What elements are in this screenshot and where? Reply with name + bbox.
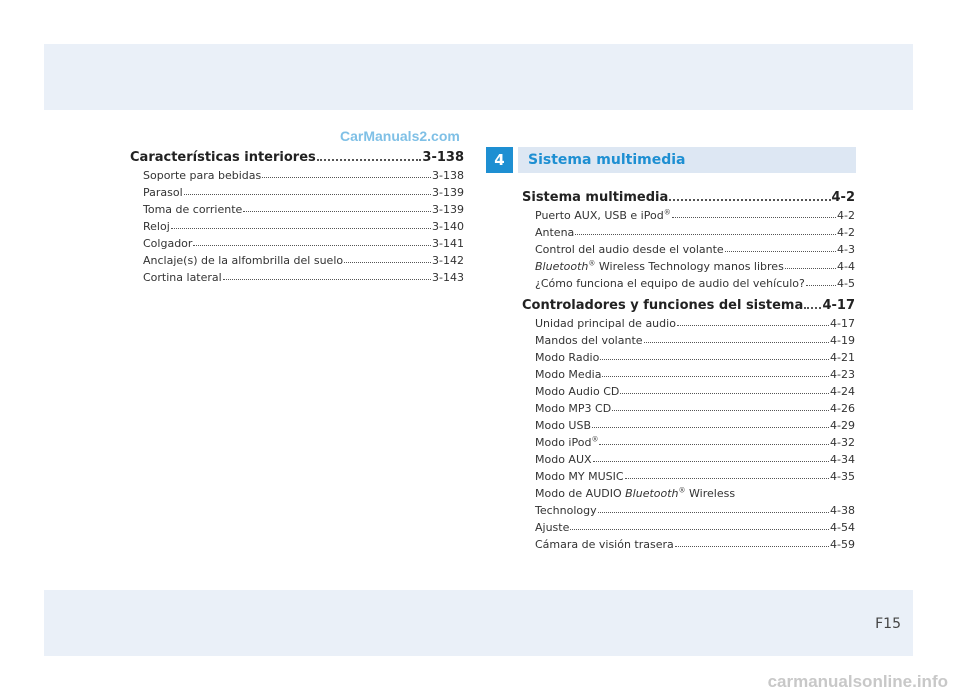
item-page: 4-35 [830, 470, 855, 483]
toc-section-caracteristicas-interiores[interactable] [130, 146, 464, 165]
chapter-number-badge: 4 [486, 147, 513, 173]
dot-leader [344, 262, 431, 263]
item-label: Parasol [143, 186, 183, 199]
dot-leader [672, 217, 836, 218]
item-page: 4-19 [830, 334, 855, 347]
toc-item[interactable] [522, 415, 855, 432]
toc-section-sistema-multimedia[interactable] [522, 186, 855, 205]
dot-leader [644, 342, 829, 343]
dot-leader [592, 427, 829, 428]
dot-leader [612, 410, 829, 411]
dot-leader [677, 325, 829, 326]
toc-item[interactable] [130, 182, 464, 199]
item-label: Mandos del volante [535, 334, 643, 347]
toc-item[interactable] [522, 534, 855, 551]
watermark-logo-bottom: carmanualsonline.info [767, 672, 948, 691]
toc-item[interactable] [130, 216, 464, 233]
dot-leader [243, 211, 431, 212]
toc-item[interactable] [522, 330, 855, 347]
item-label: Toma de corriente [143, 203, 243, 216]
chapter-title-bar [518, 147, 856, 173]
item-page: 3-141 [432, 237, 464, 250]
toc-item[interactable] [130, 165, 464, 182]
dot-leader [625, 478, 829, 479]
toc-item[interactable] [130, 250, 464, 267]
item-page: 4-24 [830, 385, 855, 398]
toc-item[interactable] [522, 381, 855, 398]
chapter-header [486, 147, 856, 173]
dot-leader [223, 279, 431, 280]
item-page: 4-17 [830, 317, 855, 330]
dot-leader [785, 268, 836, 269]
watermark-logo-top: CarManuals2.com [340, 128, 460, 144]
toc-item[interactable] [522, 313, 855, 330]
item-label: Modo MP3 CD [535, 402, 612, 415]
item-page: 4-26 [830, 402, 855, 415]
dot-leader [806, 285, 836, 286]
item-page: 4-3 [837, 243, 855, 256]
toc-section-controladores[interactable] [522, 294, 855, 313]
item-page: 4-34 [830, 453, 855, 466]
chapter-title: Sistema multimedia [528, 152, 686, 168]
dot-leader [598, 512, 829, 513]
dot-leader [184, 194, 431, 195]
toc-item[interactable] [522, 364, 855, 381]
toc-item-audio-bluetooth-line1[interactable] [522, 483, 855, 500]
toc-item[interactable] [130, 233, 464, 250]
item-label: Modo MY MUSIC [535, 470, 624, 483]
header-band [44, 44, 913, 110]
item-page: 4-2 [837, 226, 855, 239]
item-page: 4-32 [830, 436, 855, 449]
toc-item[interactable] [522, 256, 855, 273]
item-page: 4-38 [830, 504, 855, 517]
dot-leader [602, 376, 829, 377]
dot-leader [675, 546, 829, 547]
item-label: Unidad principal de audio [535, 317, 676, 330]
toc-item[interactable] [522, 205, 855, 222]
toc-item[interactable] [522, 273, 855, 290]
item-label: Anclaje(s) de la alfombrilla del suelo [143, 254, 344, 267]
item-label: Modo AUX [535, 453, 592, 466]
item-label: Bluetooth® Wireless Technology manos libres [535, 259, 784, 273]
item-page: 3-138 [432, 169, 464, 182]
item-page: 4-29 [830, 419, 855, 432]
dot-leader [804, 307, 821, 309]
item-page: 4-21 [830, 351, 855, 364]
item-label: Modo USB [535, 419, 592, 432]
toc-item[interactable] [522, 449, 855, 466]
item-label: Modo iPod® [535, 435, 599, 449]
dot-leader [262, 177, 431, 178]
item-page: 4-59 [830, 538, 855, 551]
item-label: Modo Audio CD [535, 385, 620, 398]
item-label: Modo de AUDIO Bluetooth® Wireless [535, 486, 736, 500]
dot-leader [600, 359, 829, 360]
section-title: Controladores y funciones del sistema [522, 298, 804, 313]
item-page: 3-139 [432, 186, 464, 199]
section-page: 3-138 [422, 150, 464, 165]
item-page: 3-140 [432, 220, 464, 233]
dot-leader [570, 529, 829, 530]
section-page: 4-17 [822, 298, 855, 313]
dot-leader [620, 393, 829, 394]
item-page: 4-2 [837, 209, 855, 222]
item-label: Control del audio desde el volante [535, 243, 724, 256]
page-number: F15 [875, 616, 901, 632]
toc-item[interactable] [130, 199, 464, 216]
dot-leader [593, 461, 829, 462]
toc-item[interactable] [130, 267, 464, 284]
section-title: Sistema multimedia [522, 190, 669, 205]
dot-leader [193, 245, 431, 246]
toc-item[interactable] [522, 432, 855, 449]
toc-right-column [522, 184, 855, 551]
dot-leader [171, 228, 431, 229]
item-label: Ajuste [535, 521, 570, 534]
section-page: 4-2 [831, 190, 855, 205]
toc-item[interactable] [522, 347, 855, 364]
item-label: Antena [535, 226, 575, 239]
item-page: 4-4 [837, 260, 855, 273]
dot-leader [725, 251, 836, 252]
dot-leader [317, 159, 422, 161]
item-label: Technology [535, 504, 597, 517]
toc-item[interactable] [522, 239, 855, 256]
dot-leader [669, 199, 830, 201]
toc-item-audio-bluetooth-line2[interactable] [522, 500, 855, 517]
section-title: Características interiores [130, 150, 316, 165]
item-label: Soporte para bebidas [143, 169, 262, 182]
item-label: Modo Radio [535, 351, 600, 364]
item-page: 4-23 [830, 368, 855, 381]
item-page: 4-5 [837, 277, 855, 290]
item-label: Colgador [143, 237, 193, 250]
item-label: Cámara de visión trasera [535, 538, 674, 551]
toc-left-column [130, 146, 464, 284]
item-page: 3-143 [432, 271, 464, 284]
item-label: Reloj [143, 220, 170, 233]
toc-item[interactable] [522, 398, 855, 415]
item-label: Modo Media [535, 368, 602, 381]
toc-item[interactable] [522, 466, 855, 483]
toc-item[interactable] [522, 222, 855, 239]
footer-band [44, 590, 913, 656]
item-page: 3-142 [432, 254, 464, 267]
dot-leader [599, 444, 829, 445]
item-label: Puerto AUX, USB e iPod® [535, 208, 671, 222]
item-label: ¿Cómo funciona el equipo de audio del vehículo? [535, 277, 805, 290]
item-page: 4-54 [830, 521, 855, 534]
item-page: 3-139 [432, 203, 464, 216]
dot-leader [575, 234, 836, 235]
toc-item[interactable] [522, 517, 855, 534]
item-label: Cortina lateral [143, 271, 222, 284]
